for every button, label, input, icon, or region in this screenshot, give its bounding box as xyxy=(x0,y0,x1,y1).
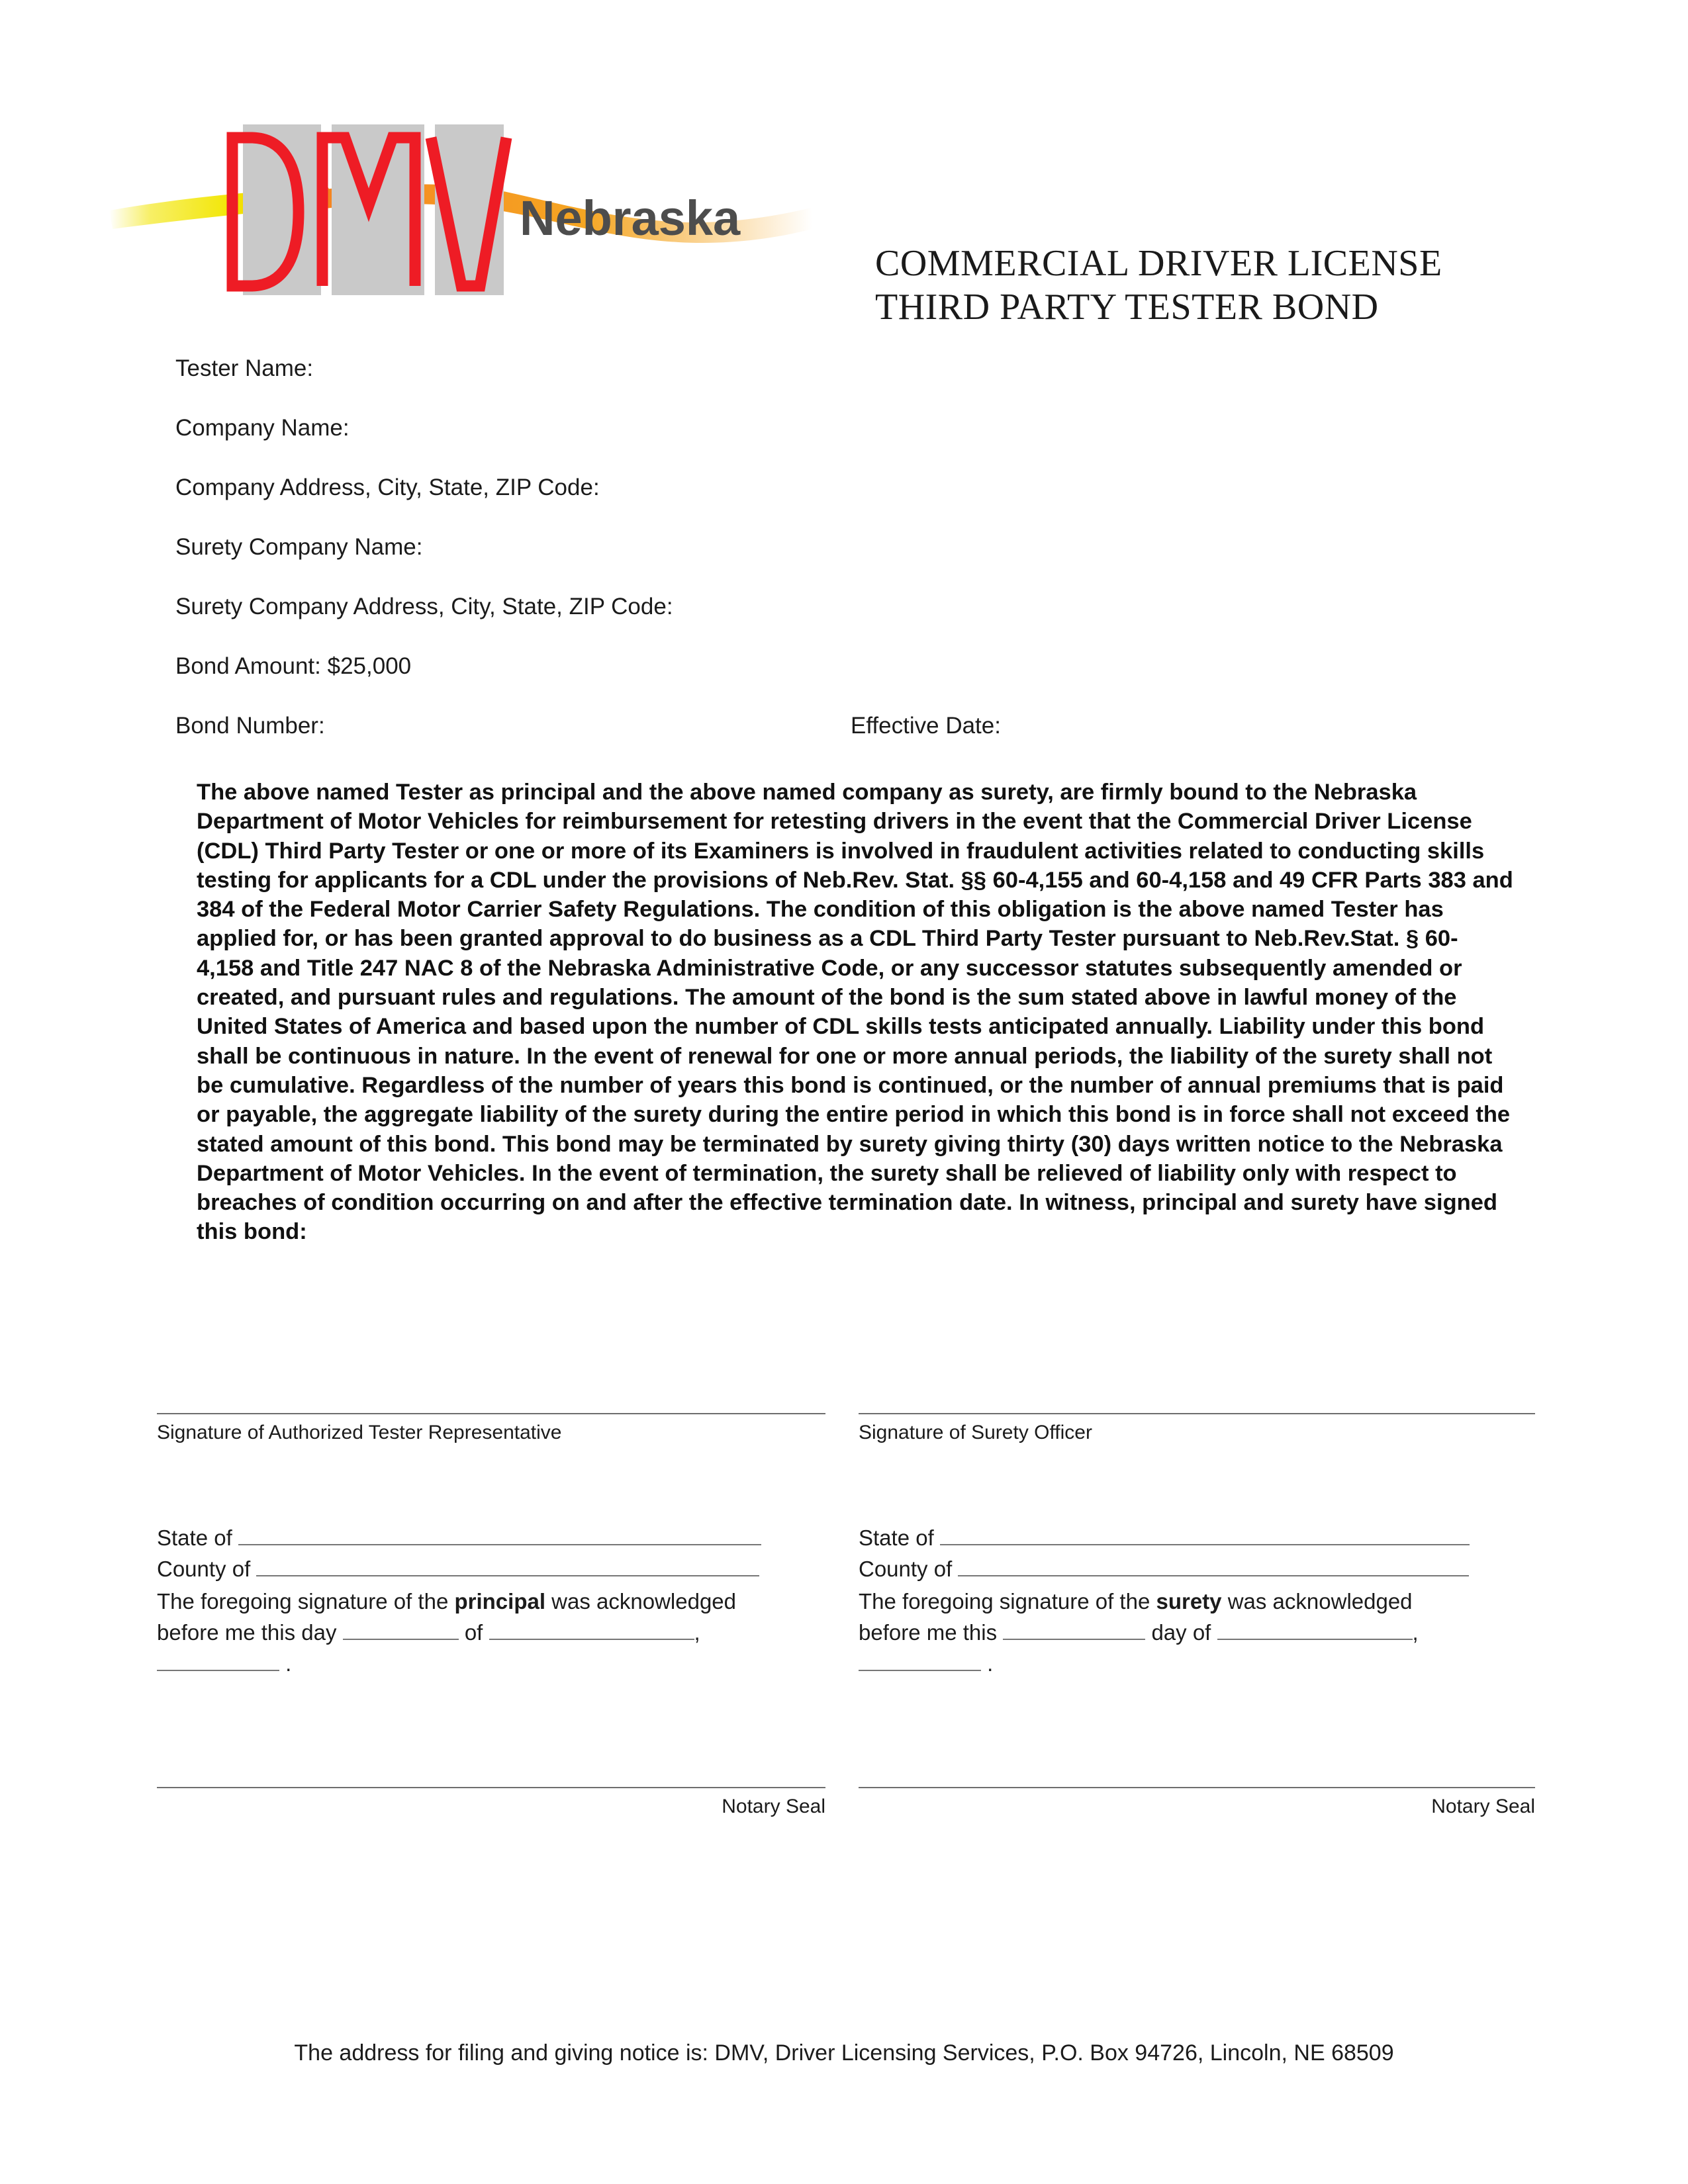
notary-surety-before-label: before me this xyxy=(859,1620,998,1645)
document-header xyxy=(0,99,1688,328)
nebraska-wordmark: Nebraska xyxy=(520,191,741,246)
notary-principal-ack-party: principal xyxy=(454,1589,545,1614)
dmv-nebraska-logo xyxy=(109,113,831,311)
field-bond-number-row xyxy=(175,711,1539,741)
notary-principal-ack-prefix: The foregoing signature of the xyxy=(157,1589,455,1614)
notary-principal-county-input[interactable] xyxy=(256,1557,759,1576)
page-title xyxy=(875,242,1442,329)
form-fields xyxy=(175,354,1539,741)
notary-principal-ack-suffix: was acknowledged xyxy=(545,1589,737,1614)
field-company-name: Company Name: xyxy=(175,415,350,441)
notary-principal-period: . xyxy=(285,1651,292,1676)
notary-principal-ack xyxy=(157,1586,825,1679)
notary-seal-right-caption: Notary Seal xyxy=(1431,1796,1535,1817)
signature-surety-caption: Signature of Surety Officer xyxy=(859,1422,1092,1443)
notary-surety-ack-line-1 xyxy=(859,1586,1535,1617)
field-surety-company-name: Surety Company Name: xyxy=(175,534,423,560)
notary-surety-month-input[interactable] xyxy=(1217,1620,1413,1640)
page-title-line-2: THIRD PARTY TESTER BOND xyxy=(875,287,1379,328)
notary-principal-state-row xyxy=(157,1522,825,1553)
notary-surety-day-input[interactable] xyxy=(1003,1620,1145,1640)
notary-principal-county-row xyxy=(157,1553,825,1584)
notary-surety-dayof-label: day of xyxy=(1151,1620,1211,1645)
field-effective-date: Effective Date: xyxy=(851,713,1001,739)
notary-principal-state-input[interactable] xyxy=(238,1525,761,1545)
field-bond-number: Bond Number: xyxy=(175,713,325,739)
notary-principal-day-input[interactable] xyxy=(343,1620,459,1640)
notary-surety-period: . xyxy=(987,1651,994,1676)
notary-surety-ack xyxy=(859,1586,1535,1679)
notary-seal-right xyxy=(859,1787,1535,1820)
notary-surety-state-label: State of xyxy=(859,1525,934,1550)
notary-principal-county-label: County of xyxy=(157,1557,251,1581)
signature-section xyxy=(0,1413,1688,1506)
notary-surety-county-row xyxy=(859,1553,1535,1584)
bond-obligation-paragraph: The above named Tester as principal and the above named company as surety, are firmly bound to the Nebraska Department of Motor Vehicles for reimbursement for retesting drivers in the event that the Commercial Driver License (CDL) Third Party Tester or one or more of its Examiners is involved in fraudulent activities related to conducting skills testing for applicants for a CDL under the provisions of Neb.Rev. Stat. §§ 60-4,155 and 60-4,158 and 49 CFR Parts 383 and 384 of the Federal Motor Carrier Safety Regulations. The condition of this obligation is the above named Tester has applied for, or has been granted approval to do business as a CDL Third Party Tester pursuant to Neb.Rev.Stat. § 60- 4,158 and Title 247 NAC 8 of the Nebraska Administrative Code, or any successor statutes subsequently amended or created, and pursuant rules and regulations. The amount of the bond is the sum stated above in lawful money of the United States of America and based upon the number of CDL skills tests anticipated annually. Liability under this bond shall be continuous in nature. In the event of renewal for one or more annual periods, the liability of the surety shall not be cumulative. Regardless of the number of years this bond is continued, or the number of annual premiums that is paid or payable, the aggregate liability of the surety during the entire period in which this bond is in force shall not exceed the stated amount of this bond. This bond may be terminated by surety giving thirty (30) days written notice to the Nebraska Department of Motor Vehicles. In the event of termination, the surety shall be relieved of liability only with respect to breaches of condition occurring on and after the effective termination date. In witness, principal and surety have signed this bond: xyxy=(197,780,1513,1245)
notary-surety-county-input[interactable] xyxy=(958,1557,1469,1576)
dmv-logo-graphic xyxy=(109,113,831,311)
field-company-address: Company Address, City, State, ZIP Code: xyxy=(175,475,600,500)
notary-surety-ack-line-2 xyxy=(859,1617,1535,1648)
notary-surety-block xyxy=(859,1522,1535,1679)
notary-surety-state-input[interactable] xyxy=(940,1525,1470,1545)
notary-principal-ack-line-3 xyxy=(157,1648,825,1679)
field-surety-company-address: Surety Company Address, City, State, ZIP Code: xyxy=(175,594,673,619)
notary-surety-state-row xyxy=(859,1522,1535,1553)
notary-principal-of-label: of xyxy=(464,1620,483,1645)
notary-principal-before-label: before me this day xyxy=(157,1620,337,1645)
notary-seal-left-caption: Notary Seal xyxy=(722,1796,825,1817)
notary-surety-county-label: County of xyxy=(859,1557,953,1581)
notary-principal-comma: , xyxy=(694,1620,700,1645)
signature-tester-caption: Signature of Authorized Tester Representative xyxy=(157,1422,562,1443)
field-tester-name: Tester Name: xyxy=(175,355,314,381)
notary-surety-ack-suffix: was acknowledged xyxy=(1221,1589,1413,1614)
notary-principal-state-label: State of xyxy=(157,1525,232,1550)
notary-principal-year-input[interactable] xyxy=(157,1651,279,1671)
signature-surety xyxy=(859,1413,1535,1446)
notary-surety-comma: , xyxy=(1412,1620,1419,1645)
notary-principal-block xyxy=(157,1522,825,1679)
field-bond-amount: Bond Amount: $25,000 xyxy=(175,653,412,679)
notary-surety-ack-prefix: The foregoing signature of the xyxy=(859,1589,1156,1614)
signature-tester xyxy=(157,1413,825,1446)
notary-principal-ack-line-1 xyxy=(157,1586,825,1617)
notary-principal-month-input[interactable] xyxy=(489,1620,694,1640)
notary-principal-ack-line-2 xyxy=(157,1617,825,1648)
page-title-line-1: COMMERCIAL DRIVER LICENSE xyxy=(875,243,1442,284)
notary-seal-left xyxy=(157,1787,825,1820)
notary-surety-ack-party: surety xyxy=(1156,1589,1222,1614)
footer xyxy=(0,2038,1688,2068)
footer-address-text: The address for filing and giving notice is: DMV, Driver Licensing Services, P.O. Box 94726, Lincoln, NE 68509 xyxy=(294,2040,1394,2066)
notary-surety-year-input[interactable] xyxy=(859,1651,981,1671)
notary-surety-ack-line-3 xyxy=(859,1648,1535,1679)
